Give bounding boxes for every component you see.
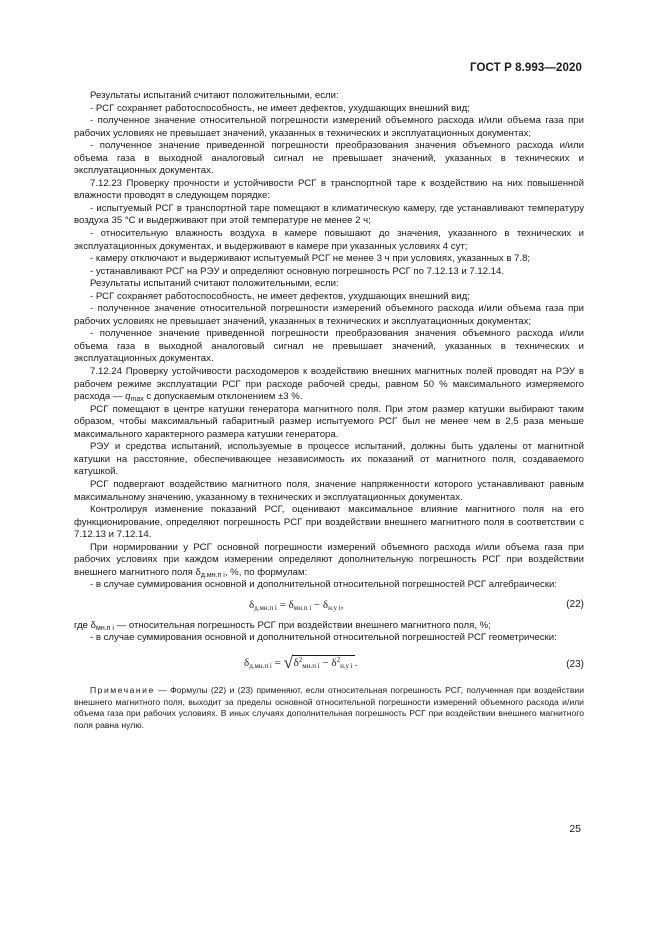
symbol-delta: δ bbox=[195, 566, 201, 578]
document-body bbox=[74, 90, 584, 731]
text-run: с допускаемым отклонением ±3 %. bbox=[143, 391, 303, 403]
list-item: - испытуемый РСГ в транспортной таре помещают в климатическую камеру, где устанавливают температуру воздуха 35 °С и выдерживают при этой температуре не менее 2 ч; bbox=[74, 202, 584, 227]
formula-22 bbox=[74, 592, 584, 620]
note-text: — Формулы (22) и (23) применяют, если относительная погрешность РСГ, полученная при воздействии внешнего магнитного поля, выходит за пределы основной относительной погрешности измерений объемного расхода и/или объема газа при рабочих условиях. В иных случаях дополнительная погрешность РСГ при воздействии внешнего магнитного поля равна нулю. bbox=[74, 684, 584, 730]
formula-number: (22) bbox=[566, 598, 584, 610]
subscript: мн.п i bbox=[96, 624, 114, 632]
punctuation: . bbox=[354, 656, 358, 669]
list-item: - РСГ сохраняет работоспособность, не имеет дефектов, ухудшающих внешний вид; bbox=[90, 102, 470, 114]
standard-header: ГОСТ Р 8.993—2020 bbox=[470, 62, 582, 74]
symbol-delta: δ bbox=[90, 619, 97, 631]
text-run: , %, по формулам: bbox=[224, 566, 308, 578]
formula-number: (23) bbox=[566, 658, 584, 670]
list-item: - полученное значение относительной погрешности измерений объемного расхода и/или объема газа при рабочих условиях не превышает значений, указанных в технических и эксплуатационных документах; bbox=[74, 115, 584, 139]
subscript: н.у i bbox=[328, 603, 341, 612]
symbol: δ bbox=[249, 598, 255, 611]
subscript: д.мн.п i bbox=[200, 571, 225, 579]
list-item: - в случае суммирования основной и дополнительной относительной погрешностей РСГ геометрически: bbox=[90, 632, 557, 644]
square-root bbox=[283, 652, 355, 672]
paragraph: Результаты испытаний считают положительными, если: bbox=[90, 278, 339, 290]
list-item: - полученное значение приведенной погрешности преобразования значения объемного расхода и/или объема газа в выходной аналоговый сигнал не превышает значений, указанных в технических и эксплуатационных документах. bbox=[74, 328, 584, 365]
symbol: δ bbox=[288, 598, 294, 611]
radical-sign-icon: √ bbox=[283, 652, 293, 672]
symbol: δ bbox=[293, 656, 299, 669]
note bbox=[74, 685, 584, 731]
text-run: — относительная погрешность РСГ при воздействии внешнего магнитного поля, %; bbox=[113, 619, 491, 631]
list-item: - камеру отключают и выдерживают испытуемый РСГ не менее 3 ч при условиях, указанных в 7.8; bbox=[90, 253, 531, 265]
paragraph: РСГ подвергают воздействию магнитного поля, значение напряженности которого устанавливают равным максимальному значению, указанному в технических и эксплуатационных документах. bbox=[74, 478, 584, 503]
punctuation: , bbox=[340, 598, 344, 611]
symbol: δ bbox=[322, 598, 329, 611]
subscript: мн.п i bbox=[302, 661, 320, 670]
operator: − bbox=[311, 598, 323, 611]
note-label: Примечание bbox=[90, 684, 155, 695]
operator: = bbox=[276, 598, 289, 611]
symbol: δ bbox=[331, 656, 337, 669]
subscript: мн.п i bbox=[293, 603, 312, 612]
operator: − bbox=[319, 656, 332, 669]
paragraph: РЭУ и средства испытаний, используемые в процессе испытаний, должны быть удалены от магнитной катушки на расстояние, обеспечивающее независимость их показаний от магнитного поля, создаваемого катушкой. bbox=[74, 441, 584, 478]
formula-expression bbox=[249, 599, 344, 612]
symbol: δ bbox=[244, 656, 250, 669]
symbol-q: q bbox=[125, 391, 131, 403]
paragraph: РСГ помещают в центре катушки генератора магнитного поля. При этом размер катушки выбирают таким образом, чтобы максимальный габаритный размер испытуемого РСГ был не менее чем в 2,5 раза меньше максимального характерного размера катушки генератора. bbox=[74, 403, 584, 440]
clause-7-12-24 bbox=[74, 366, 584, 404]
superscript: 2 bbox=[336, 655, 341, 664]
text-run: где bbox=[74, 619, 91, 631]
operator: = bbox=[271, 656, 284, 669]
superscript: 2 bbox=[298, 655, 303, 664]
list-item: - полученное значение приведенной погрешности преобразования значения объемного расхода и/или объема газа в выходной аналоговый сигнал не превышает значений, указанных в технических и эксплуатационных документах. bbox=[74, 140, 584, 177]
list-item: - в случае суммирования основной и дополнительной относительной погрешностей РСГ алгебраически: bbox=[90, 579, 558, 591]
list-item: - РСГ сохраняет работоспособность, не имеет дефектов, ухудшающих внешний вид; bbox=[90, 290, 470, 302]
text-run: 7.12.24 Проверку устойчивости расходомеров к воздействию внешних магнитных полей проводят на РЭУ в рабочем режиме эксплуатации РСГ при расходе рабочей среды, равном 50 % максимального измеряемого расхода — bbox=[74, 366, 584, 403]
subscript: д.мн.п i bbox=[249, 661, 272, 670]
list-item: - полученное значение относительной погрешности измерений объемного расхода и/или объема газа при рабочих условиях не превышает значений, указанных в технических и эксплуатационных документах; bbox=[74, 303, 584, 327]
list-item: - устанавливают РСГ на РЭУ и определяют основную погрешность РСГ по 7.12.13 и 7.12.14. bbox=[90, 265, 505, 277]
paragraph: Результаты испытаний считают положительными, если: bbox=[90, 90, 339, 101]
page-number: 25 bbox=[569, 823, 581, 835]
radicand bbox=[292, 655, 355, 670]
paragraph bbox=[74, 620, 584, 633]
subscript: max bbox=[130, 396, 144, 404]
list-item: - относительную влажность воздуха в камере повышают до значения, указанного в технических и эксплуатационных документах, и выдерживают в камере при указанных условиях 4 сут; bbox=[74, 228, 584, 252]
clause-7-12-23: 7.12.23 Проверку прочности и устойчивости РСГ в транспортной таре к воздействию на них повышенной влажности проводят в следующем порядке: bbox=[74, 177, 584, 202]
formula-23 bbox=[74, 645, 584, 685]
subscript: н.у i bbox=[340, 661, 353, 670]
formula-expression bbox=[244, 652, 358, 672]
subscript: д.мн.п i bbox=[254, 603, 277, 612]
text-run: При нормировании у РСГ основной погрешности измерений объемного расхода и/или объема газа при рабочих условиях при каждом измерении определяют дополнительную погрешность РСГ при воздействии внешнего магнитного поля bbox=[74, 541, 584, 578]
paragraph bbox=[74, 542, 584, 580]
paragraph: Контролируя изменение показаний РСГ, оценивают максимальное влияние магнитного поля на его функционирование, определяют погрешность РСГ при воздействии внешнего магнитного поля в соответствии с 7.12.13 и 7.12.14. bbox=[74, 504, 584, 541]
